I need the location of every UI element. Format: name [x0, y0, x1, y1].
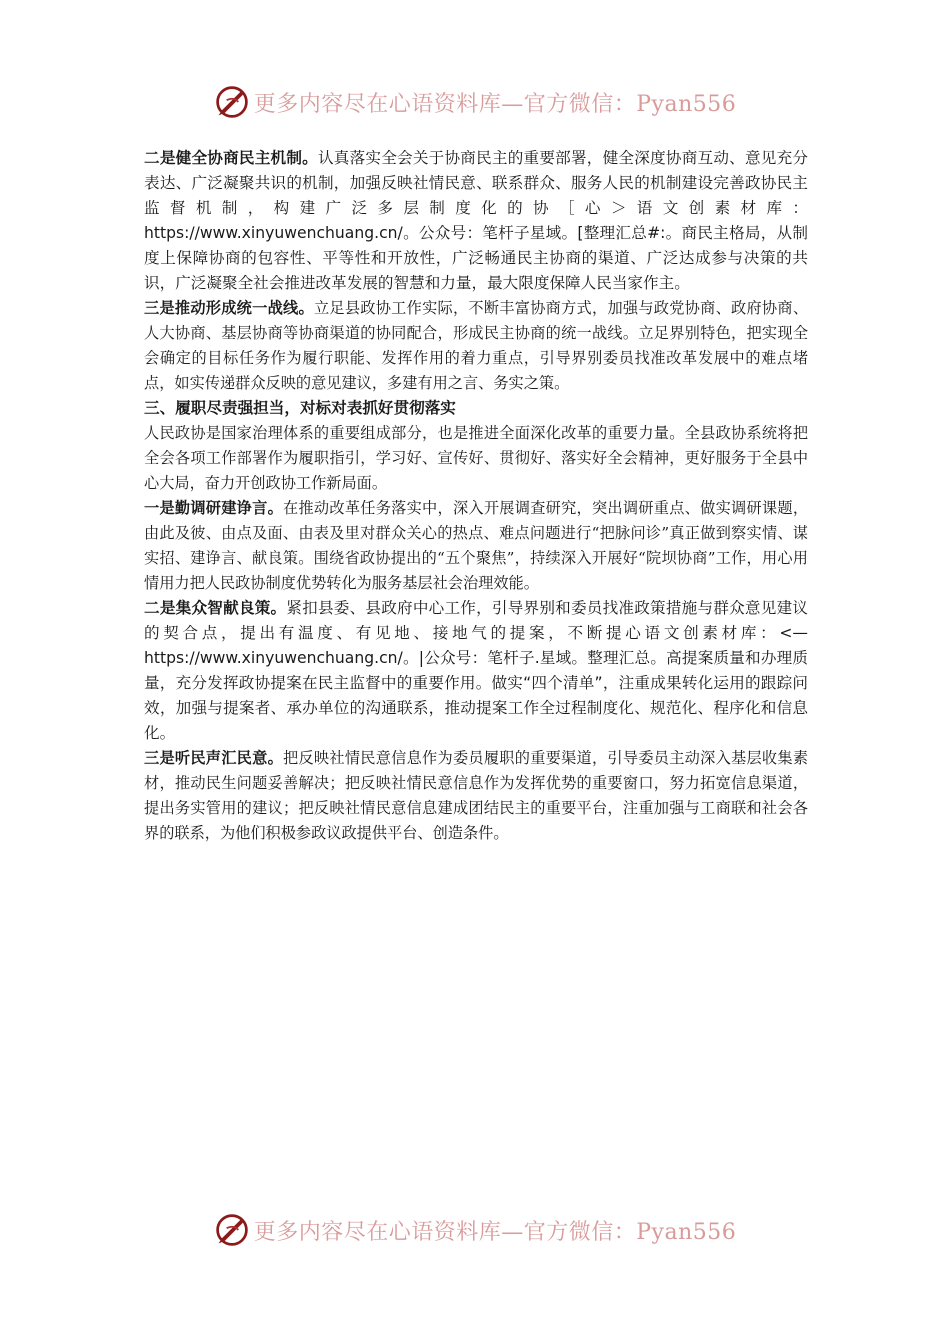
pen-logo-icon [214, 84, 250, 120]
paragraph-lead: 三是推动形成统一战线。 [144, 299, 314, 317]
paragraph-body: 把反映社情民意信息作为委员履职的重要渠道，引导委员主动深入基层收集素材，推动民生问题妥善解决；把反映社情民意信息作为发挥优势的重要窗口，努力拓宽信息渠道，提出务实管用的建议；把反映社情民意信息建成团结民主的重要平台，注重加强与工商联和社会各界的联系，为他们积极参政议政提供平台、创造条件。 [144, 749, 809, 842]
paragraph-consultation-mechanism [144, 146, 808, 296]
banner-text: 更多内容尽在心语资料库—官方微信：Pyan556 [253, 91, 737, 117]
paragraph-intro [144, 421, 808, 496]
paragraph-public-opinion [144, 746, 808, 846]
paragraph-body: 紧扣县委、县政府中心工作，引导界别和委员找准政策措施与群众意见建议的契合点，提出有温度、有见地、接地气的提案，不断提心语文创素材库：<—https://www.xinyuwenchuang.cn/。|公众号：笔杆子.星域。整理汇总。高提案质量和办理质量，充分发挥政协提案在民主监督中的重要作用。做实“四个清单”，注重成果转化运用的跟踪问效，加强与提案者、承办单位的沟通联系，推动提案工作全过程制度化、规范化、程序化和信息化。 [144, 599, 808, 742]
paragraph-lead: 三是听民声汇民意。 [144, 749, 284, 767]
document-body [144, 146, 808, 846]
paragraph-lead: 一是勤调研建诤言。 [144, 499, 284, 517]
banner-text: 更多内容尽在心语资料库—官方微信：Pyan556 [253, 1219, 737, 1245]
section-heading: 三、履职尽责强担当，对标对表抓好贯彻落实 [144, 399, 456, 417]
paragraph-lead: 二是集众智献良策。 [144, 599, 287, 617]
paragraph-lead: 二是健全协商民主机制。 [144, 149, 318, 167]
paragraph-body: 在推动改革任务落实中，深入开展调查研究，突出调研重点、做实调研课题，由此及彼、由点及面、由表及里对群众关心的热点、难点问题进行“把脉问诊”真正做到察实情、谋实招、建诤言、献良策。围绕省政协提出的“五个聚焦”，持续深入开展好“院坝协商”工作，用心用情用力把人民政协制度优势转化为服务基层社会治理效能。 [144, 499, 809, 592]
paragraph-research [144, 496, 808, 596]
paragraph-body: 立足县政协工作实际，不断丰富协商方式，加强与政党协商、政府协商、人大协商、基层协商等协商渠道的协同配合，形成民主协商的统一战线。立足界别特色，把实现全会确定的目标任务作为履行职能、发挥作用的着力重点，引导界别委员找准改革发展中的难点堵点，如实传递群众反映的意见建议，多建有用之言、务实之策。 [144, 299, 809, 392]
paragraph-proposals [144, 596, 808, 746]
footer-banner [0, 1210, 950, 1250]
pen-logo-icon [214, 1212, 250, 1248]
header-banner [0, 82, 950, 122]
paragraph-body: 认真落实全会关于协商民主的重要部署，健全深度协商互动、意见充分表达、广泛凝聚共识的机制，加强反映社情民意、联系群众、服务人民的机制建设完善政协民主监督机制，构建广泛多层制度化的协［心＞语文创素材库：https://www.xinyuwenchuang.cn/。公众号：笔杆子星域。[整理汇总#:。商民主格局，从制度上保障协商的包容性、平等性和开放性，广泛畅通民主协商的渠道、广泛达成参与决策的共识，广泛凝聚全社会推进改革发展的智慧和力量，最大限度保障人民当家作主。 [144, 149, 808, 292]
paragraph-body: 人民政协是国家治理体系的重要组成部分，也是推进全面深化改革的重要力量。全县政协系统将把全会各项工作部署作为履职指引，学习好、宣传好、贯彻好、落实好全会精神，更好服务于全县中心大局，奋力开创政协工作新局面。 [144, 424, 808, 492]
paragraph-united-front [144, 296, 808, 396]
